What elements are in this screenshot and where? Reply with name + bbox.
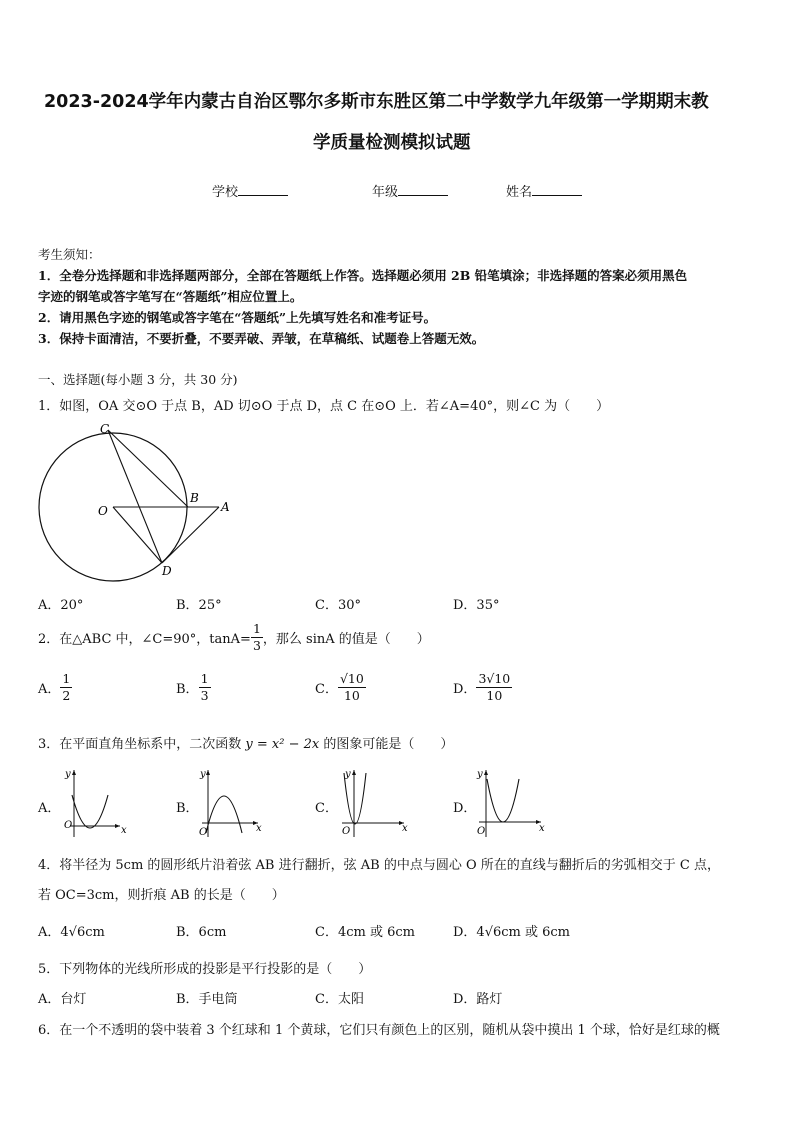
- y-label: y: [65, 769, 71, 780]
- q2-a-num: 1: [62, 671, 71, 686]
- q2-option-b[interactable]: [176, 672, 211, 703]
- q3-option-c-graph[interactable]: [338, 765, 408, 840]
- q3-option-a-graph[interactable]: [60, 765, 125, 840]
- label-c: C: [100, 422, 110, 436]
- name-blank: [532, 183, 582, 196]
- school-blank: [238, 183, 288, 196]
- q1-option-d[interactable]: D．35°: [453, 598, 500, 613]
- segment-da: [162, 507, 219, 563]
- q2-option-a-label: A．: [38, 681, 61, 697]
- notice-item-1a: 1．全卷分选择题和非选择题两部分，全部在答题纸上作答。选择题必须用 2B 铅笔填涂；非选择题的答案必须用黑色: [38, 268, 688, 283]
- x-arrow: [115, 824, 120, 828]
- q3-option-a-label[interactable]: A．: [38, 801, 61, 816]
- y-label: y: [477, 769, 483, 780]
- q2-option-c-label: C．: [315, 681, 338, 697]
- x-label: x: [256, 823, 262, 834]
- q2-option-b-label: B．: [176, 681, 199, 697]
- parabola: [344, 773, 366, 824]
- q2-tan-den: 3: [252, 637, 261, 653]
- q3-option-d-graph[interactable]: [475, 765, 545, 840]
- name-field: [506, 181, 582, 200]
- question-4-stem-line2: 若 OC=3cm，则折痕 AB 的长是（ ）: [38, 888, 285, 903]
- school-label: 学校: [212, 185, 239, 200]
- label-b: B: [190, 491, 199, 505]
- question-1-stem: 1．如图，OA 交⊙O 于点 B，AD 切⊙O 于点 D，点 C 在⊙O 上．若∠A=40°，则∠C 为（ ）: [38, 399, 610, 414]
- y-label: y: [345, 769, 351, 780]
- q1-option-b[interactable]: B．25°: [176, 598, 222, 613]
- y-label: y: [200, 769, 206, 780]
- question-4-stem-line1: 4．将半径为 5cm 的圆形纸片沿着弦 AB 进行翻折，弦 AB 的中点与圆心 O 所在的直线与翻折后的劣弧相交于 C 点，: [38, 858, 720, 873]
- q2-a-den: 2: [62, 687, 71, 703]
- notice-item-3: 3．保持卡面清洁，不要折叠，不要弄破、弄皱，在草稿纸、试题卷上答题无效。: [38, 331, 485, 346]
- y-arrow: [72, 770, 76, 775]
- notice-item-1b: 字迹的钢笔或答字笔写在“答题纸”相应位置上。: [38, 289, 303, 304]
- segment-od: [113, 507, 162, 563]
- q2-option-d-label: D．: [453, 681, 477, 697]
- q2-stem-post: ，那么 sinA 的值是（ ）: [262, 631, 430, 647]
- segment-cd: [108, 430, 162, 563]
- q2-d-den: 10: [486, 687, 503, 703]
- label-d: D: [162, 564, 172, 578]
- question-3-stem: [38, 733, 453, 752]
- page-title-line2: 学质量检测模拟试题: [313, 133, 471, 153]
- q5-option-c[interactable]: C．太阳: [315, 992, 364, 1007]
- y-arrow: [206, 770, 210, 775]
- question-2-stem: [38, 622, 430, 653]
- parabola: [72, 795, 108, 828]
- q4-option-a[interactable]: A．4√6cm: [38, 925, 105, 940]
- q2-b-den: 3: [200, 687, 209, 703]
- q3-stem-post: 的图象可能是（ ）: [319, 737, 454, 752]
- q3-stem-pre: 3．在平面直角坐标系中，二次函数: [38, 737, 246, 752]
- q2-option-c[interactable]: [315, 672, 366, 703]
- q2-tan-num: 1: [252, 621, 261, 636]
- q2-c-den: 10: [343, 687, 360, 703]
- x-label: x: [402, 823, 408, 834]
- grade-field: [372, 181, 448, 200]
- grade-label: 年级: [372, 185, 399, 200]
- parabola: [206, 796, 242, 833]
- parabola: [487, 779, 519, 822]
- q2-option-d-fraction: [476, 672, 512, 703]
- q2-option-a[interactable]: [38, 672, 72, 703]
- question-1-figure: [30, 418, 240, 583]
- x-label: x: [539, 823, 545, 834]
- q4-option-c[interactable]: C．4cm 或 6cm: [315, 925, 415, 940]
- q2-tan-fraction: [251, 622, 263, 653]
- notice-item-2: 2．请用黑色字迹的钢笔或答字笔在“答题纸”上先填写姓名和准考证号。: [38, 310, 437, 325]
- question-6-stem: 6．在一个不透明的袋中装着 3 个红球和 1 个黄球，它们只有颜色上的区别，随机从袋中摸出 1 个球，恰好是红球的概: [38, 1023, 720, 1038]
- q2-c-num: √10: [339, 671, 364, 686]
- section-heading: 一、选择题(每小题 3 分，共 30 分): [38, 372, 238, 387]
- y-arrow: [352, 770, 356, 775]
- q2-option-c-fraction: [338, 672, 366, 703]
- q2-option-d[interactable]: [453, 672, 512, 703]
- q5-option-b[interactable]: B．手电筒: [176, 992, 238, 1007]
- origin-label: O: [199, 827, 208, 838]
- y-arrow: [484, 770, 488, 775]
- label-a: A: [221, 500, 230, 514]
- q2-stem-pre: 2．在△ABC 中，∠C=90°，tanA=: [38, 631, 251, 647]
- q2-option-a-fraction: [60, 672, 72, 703]
- school-field: [212, 181, 288, 200]
- page-title-line1: 2023-2024学年内蒙古自治区鄂尔多斯市东胜区第二中学数学九年级第一学期期末教: [44, 92, 709, 112]
- q2-option-b-fraction: [199, 672, 211, 703]
- question-5-stem: 5．下列物体的光线所形成的投影是平行投影的是（ ）: [38, 962, 372, 977]
- grade-blank: [398, 183, 448, 196]
- q3-option-d-label[interactable]: D．: [453, 801, 477, 816]
- q2-d-num: 3√10: [478, 671, 511, 686]
- q5-option-d[interactable]: D．路灯: [453, 992, 503, 1007]
- origin-label: O: [342, 826, 351, 837]
- q1-option-a[interactable]: A．20°: [38, 598, 84, 613]
- q3-option-b-graph[interactable]: [198, 765, 263, 840]
- origin-label: O: [64, 820, 73, 831]
- q1-option-c[interactable]: C．30°: [315, 598, 361, 613]
- x-label: x: [121, 825, 127, 836]
- q4-option-d[interactable]: D．4√6cm 或 6cm: [453, 925, 571, 940]
- label-o: O: [98, 504, 108, 518]
- notice-heading: 考生须知：: [38, 247, 101, 262]
- q3-option-c-label[interactable]: C．: [315, 801, 338, 816]
- q5-option-a[interactable]: A．台灯: [38, 992, 87, 1007]
- q2-b-num: 1: [200, 671, 209, 686]
- q3-formula: y = x² − 2x: [245, 737, 320, 752]
- name-label: 姓名: [506, 185, 533, 200]
- q3-option-b-label[interactable]: B．: [176, 801, 199, 816]
- q4-option-b[interactable]: B．6cm: [176, 925, 227, 940]
- origin-label: O: [477, 826, 486, 837]
